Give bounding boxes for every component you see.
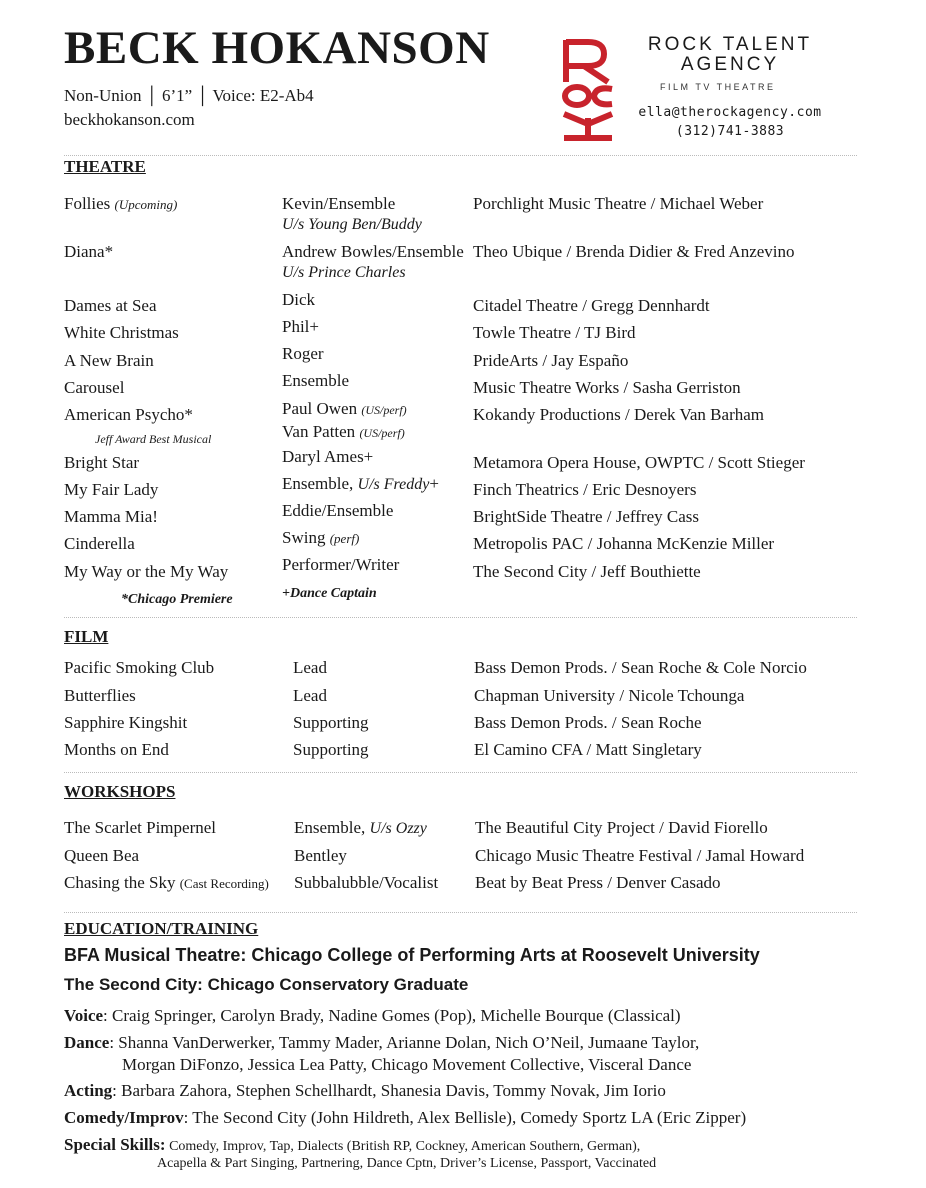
theatre-show: American Psycho* — [64, 405, 193, 424]
theatre-company: Towle Theatre / TJ Bird — [473, 323, 636, 342]
theatre-role: Dick — [282, 290, 316, 309]
theatre-role: Ensemble — [282, 371, 350, 390]
film-company: Chapman University / Nicole Tchounga — [474, 686, 745, 705]
film-company: Bass Demon Prods. / Sean Roche & Cole Norcio — [474, 658, 807, 677]
theatre-role: Performer/Writer — [282, 555, 400, 574]
film-role: Lead — [293, 658, 327, 677]
film-role: Supporting — [293, 740, 369, 759]
film-title: Pacific Smoking Club — [64, 658, 215, 677]
logo-r-bowl — [566, 42, 604, 66]
theatre-role: Roger — [282, 344, 324, 363]
special-skills: Special Skills: Comedy, Improv, Tap, Dialects (British RP, Cockney, American Southern, German), Acapella & Part Singing, Partnering, Dance Cptn, Driver’s License, Passport, Vaccinated — [64, 1135, 657, 1171]
film-title: Sapphire Kingshit — [64, 713, 188, 732]
height: 6’1” — [162, 86, 193, 105]
training-voice: Voice: Craig Springer, Carolyn Brady, Nadine Gomes (Pop), Michelle Bourque (Classical) — [64, 1006, 681, 1025]
workshop-title: The Scarlet Pimpernel — [64, 818, 217, 837]
training-comedy: Comedy/Improv: The Second City (John Hildreth, Alex Bellisle), Comedy Sportz LA (Eric Zipper) — [64, 1108, 747, 1127]
theatre-company: Citadel Theatre / Gregg Dennhardt — [473, 296, 710, 315]
section-heading-education: EDUCATION/TRAINING — [64, 919, 259, 938]
union-status: Non-Union — [64, 86, 142, 105]
section-heading-film: FILM — [64, 627, 109, 646]
agency-name: ROCK TALENT AGENCY — [647, 34, 813, 75]
logo-c — [594, 88, 612, 104]
theatre-role: Phil+ — [282, 317, 319, 336]
rock-agency-logo-icon — [560, 38, 616, 142]
workshop-title: Queen Bea — [64, 846, 140, 865]
theatre-role: Kevin/Ensemble U/s Young Ben/Buddy — [282, 194, 422, 233]
workshop-role: Ensemble, U/s Ozzy — [294, 818, 427, 837]
theatre-company: Metamora Opera House, OWPTC / Scott Stieger — [473, 453, 805, 472]
film-role: Supporting — [293, 713, 369, 732]
agency-email[interactable]: ella@therockagency.com — [638, 105, 822, 120]
divider-rule — [64, 155, 857, 156]
divider: │ — [145, 86, 162, 105]
theatre-show: Mamma Mia! — [64, 507, 158, 526]
divider-rule — [64, 617, 857, 618]
divider-rule — [64, 772, 857, 773]
theatre-role: Ensemble, U/s Freddy+ — [282, 474, 439, 493]
theatre-show: Cinderella — [64, 534, 135, 553]
theatre-role: Eddie/Ensemble — [282, 501, 394, 520]
education-degree: BFA Musical Theatre: Chicago College of Performing Arts at Roosevelt University — [64, 945, 760, 965]
theatre-company: PrideArts / Jay Españo — [473, 351, 629, 370]
theatre-company: Theo Ubique / Brenda Didier & Fred Anzevino — [473, 242, 795, 261]
section-heading-workshops: WORKSHOPS — [64, 782, 176, 801]
theatre-role: Daryl Ames+ — [282, 447, 374, 466]
resume-name: BECK HOKANSON — [64, 22, 490, 74]
theatre-company: Finch Theatrics / Eric Desnoyers — [473, 480, 697, 499]
theatre-show: White Christmas — [64, 323, 179, 342]
theatre-show: Follies (Upcoming) — [64, 194, 178, 213]
workshop-company: Chicago Music Theatre Festival / Jamal Howard — [475, 846, 805, 865]
workshop-company: The Beautiful City Project / David Fiorello — [475, 818, 768, 837]
training-dance: Dance: Shanna VanDerwerker, Tammy Mader, Arianne Dolan, Nich O’Neil, Jumaane Taylor, Morgan DiFonzo, Jessica Lea Patty, Chicago Movement Collective, Visceral Dance — [64, 1033, 700, 1074]
theatre-show: Carousel — [64, 378, 125, 397]
footnote-dance-captain: +Dance Captain — [282, 586, 377, 601]
theatre-company: Kokandy Productions / Derek Van Barham — [473, 405, 764, 424]
contact-info — [64, 84, 314, 132]
theatre-company: The Second City / Jeff Bouthiette — [473, 562, 701, 581]
agency-contact — [630, 103, 830, 141]
voice-range: Voice: E2-Ab4 — [212, 86, 314, 105]
theatre-role: Paul Owen (US/perf) Van Patten (US/perf) — [282, 399, 407, 441]
theatre-show: Diana* — [64, 242, 114, 261]
website: beckhokanson.com — [64, 110, 195, 129]
education-conservatory: The Second City: Chicago Conservatory Graduate — [64, 975, 469, 994]
training-acting: Acting: Barbara Zahora, Stephen Schellhardt, Shanesia Davis, Tommy Novak, Jim Iorio — [64, 1081, 666, 1100]
logo-o — [565, 87, 589, 105]
theatre-company: Porchlight Music Theatre / Michael Weber — [473, 194, 764, 213]
theatre-show: A New Brain — [64, 351, 154, 370]
theatre-company: Music Theatre Works / Sasha Gerriston — [473, 378, 741, 397]
award-note: Jeff Award Best Musical — [95, 432, 212, 446]
film-company: El Camino CFA / Matt Singletary — [474, 740, 702, 759]
footnote-premiere: *Chicago Premiere — [121, 592, 233, 607]
agency-tagline: FILM TV THEATRE — [660, 82, 776, 92]
logo-r-leg — [584, 66, 608, 82]
theatre-show: Bright Star — [64, 453, 140, 472]
theatre-company: BrightSide Theatre / Jeffrey Cass — [473, 507, 699, 526]
film-company: Bass Demon Prods. / Sean Roche — [474, 713, 702, 732]
workshop-company: Beat by Beat Press / Denver Casado — [475, 873, 721, 892]
section-heading-theatre: THEATRE — [64, 157, 146, 176]
film-role: Lead — [293, 686, 327, 705]
workshop-role: Bentley — [294, 846, 347, 865]
theatre-show: Dames at Sea — [64, 296, 157, 315]
agency-phone: (312)741-3883 — [675, 124, 785, 139]
theatre-company: Metropolis PAC / Johanna McKenzie Miller — [473, 534, 775, 553]
workshop-role: Subbalubble/Vocalist — [294, 873, 439, 892]
divider: │ — [196, 86, 213, 105]
film-title: Months on End — [64, 740, 169, 759]
workshop-title: Chasing the Sky (Cast Recording) — [64, 873, 269, 892]
theatre-role: Swing (perf) — [282, 528, 360, 547]
theatre-show: My Fair Lady — [64, 480, 159, 499]
film-title: Butterflies — [64, 686, 136, 705]
theatre-show: My Way or the My Way — [64, 562, 229, 581]
divider-rule — [64, 912, 857, 913]
theatre-role: Andrew Bowles/Ensemble U/s Prince Charles — [282, 242, 464, 281]
